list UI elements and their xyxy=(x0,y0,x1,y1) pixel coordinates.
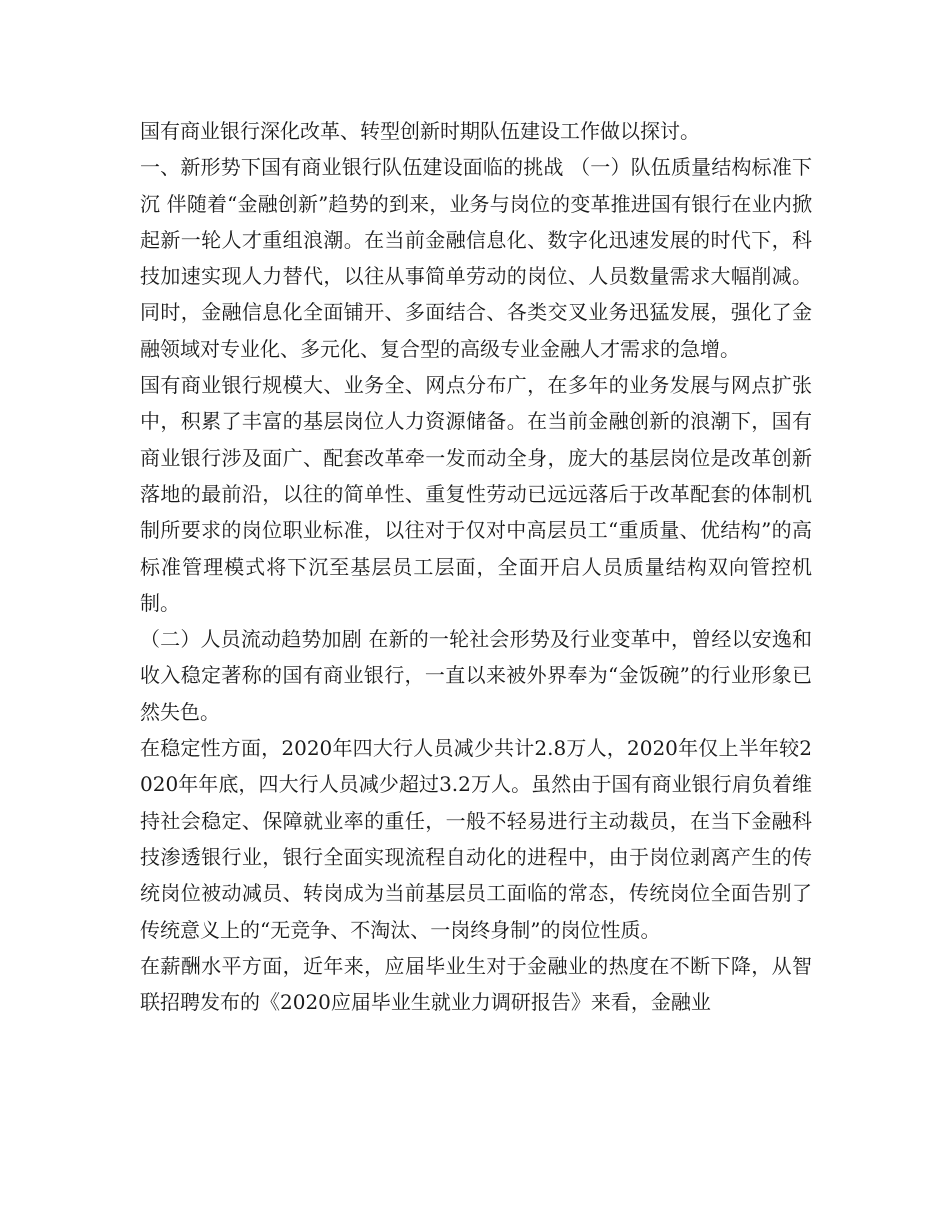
paragraph-stability: 在稳定性方面，2020年四大行人员减少共计2.8万人，2020年仅上半年较2020年年底，四大行人员减少超过3.2万人。虽然由于国有商业银行肩负着维持社会稳定、保障就业率的重任，一般不轻易进行主动裁员，在当下金融科技渗透银行业，银行全面实现流程自动化的进程中，由于岗位剥离产生的传统岗位被动减员、转岗成为当前基层员工面临的常态，传统岗位全面告别了传统意义上的“无竞争、不淘汰、一岗终身制”的岗位性质。 xyxy=(140,736,812,942)
paragraph-section-one: 一、新形势下国有商业银行队伍建设面临的挑战 （一）队伍质量结构标准下沉 伴随着“金融创新”趋势的到来，业务与岗位的变革推进国有银行在业内掀起新一轮人才重组浪潮。在当前金融信息化、数字化迅速发展的时代下，科技加速实现人力替代，以往从事简单劳动的岗位、人员数量需求大幅削减。同时，金融信息化全面铺开、多面结合、各类交叉业务迅猛发展，强化了金融领域对专业化、多元化、复合型的高级专业金融人才需求的急增。 xyxy=(140,155,812,361)
paragraph-grassroots: 国有商业银行规模大、业务全、网点分布广，在多年的业务发展与网点扩张中，积累了丰富的基层岗位人力资源储备。在当前金融创新的浪潮下，国有商业银行涉及面广、配套改革牵一发而动全身，庞大的基层岗位是改革创新落地的最前沿，以往的简单性、重复性劳动已远远落后于改革配套的体制机制所要求的岗位职业标准，以往对于仅对中高层员工“重质量、优结构”的高标准管理模式将下沉至基层员工层面，全面开启人员质量结构双向管控机制。 xyxy=(140,373,812,615)
paragraph-section-two: （二）人员流动趋势加剧 在新的一轮社会形势及行业变革中，曾经以安逸和收入稳定著称的国有商业银行，一直以来被外界奉为“金饭碗”的行业形象已然失色。 xyxy=(140,627,812,724)
document-body xyxy=(140,113,812,1020)
paragraph-salary: 在薪酬水平方面，近年来，应届毕业生对于金融业的热度在不断下降，从智联招聘发布的《2020应届毕业生就业力调研报告》来看，金融业 xyxy=(140,953,812,1015)
paragraph-intro: 国有商业银行深化改革、转型创新时期队伍建设工作做以探讨。 xyxy=(140,119,700,143)
